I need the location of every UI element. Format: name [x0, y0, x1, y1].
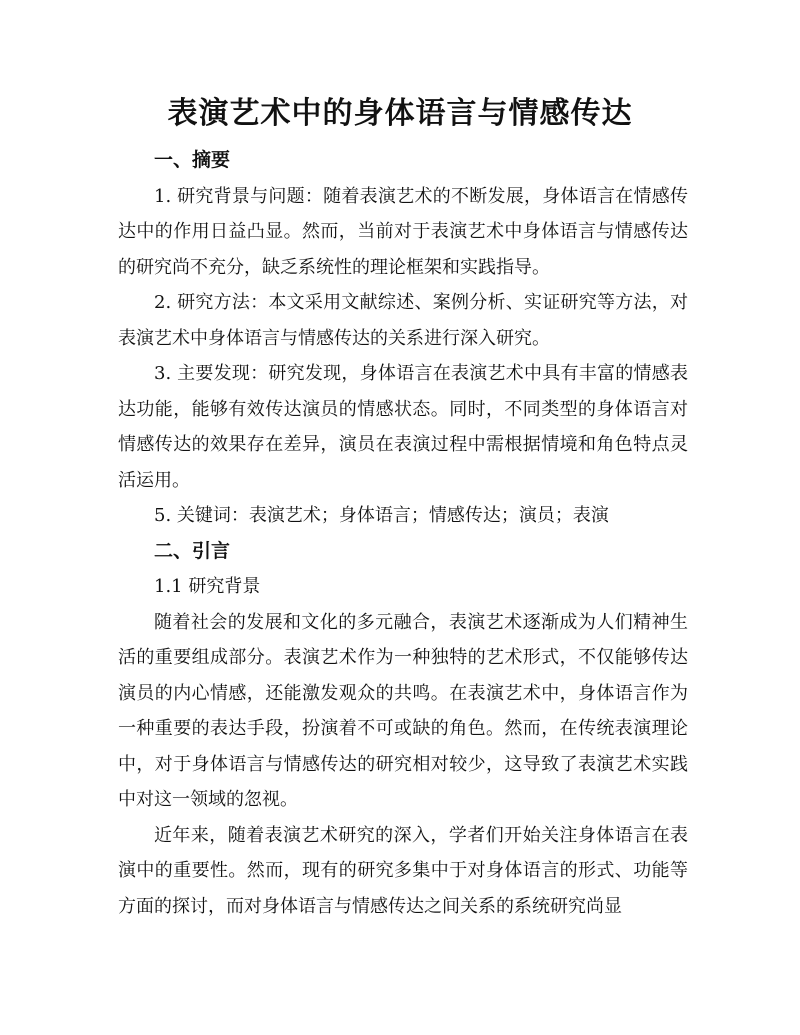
abstract-heading: 一、摘要 [154, 149, 231, 171]
intro-heading: 二、引言 [154, 539, 231, 562]
intro-paragraph-2: 近年来，随着表演艺术研究的深入，学者们开始关注身体语言在表演中的重要性。然而，现有的研究多集中于对身体语言的形式、功能等方面的探讨，而对身体语言与情感传达之间关系的系统研究尚显 [118, 824, 688, 917]
abstract-item-background: 1. 研究背景与问题：随着表演艺术的不断发展，身体语言在情感传达中的作用日益凸显。然而，当前对于表演艺术中身体语言与情感传达的研究尚不充分，缺乏系统性的理论框架和实践指导。 [118, 185, 688, 278]
abstract-item-method: 2. 研究方法：本文采用文献综述、案例分析、实证研究等方法，对表演艺术中身体语言与情感传达的关系进行深入研究。 [118, 292, 688, 349]
intro-subheading: 1.1 研究背景 [154, 576, 261, 597]
intro-paragraph-1: 随着社会的发展和文化的多元融合，表演艺术逐渐成为人们精神生活的重要组成部分。表演艺术作为一种独特的艺术形式，不仅能够传达演员的内心情感，还能激发观众的共鸣。在表演艺术中，身体语言作为一种重要的表达手段，扮演着不可或缺的角色。然而，在传统表演理论中，对于身体语言与情感传达的研究相对较少，这导致了表演艺术实践中对这一领域的忽视。 [118, 611, 688, 810]
abstract-item-keywords: 5. 关键词：表演艺术；身体语言；情感传达；演员；表演 [154, 505, 609, 526]
document-title: 表演艺术中的身体语言与情感传达 [167, 96, 633, 131]
document-body [118, 143, 688, 924]
abstract-item-findings: 3. 主要发现：研究发现，身体语言在表演艺术中具有丰富的情感表达功能，能够有效传达演员的情感状态。同时，不同类型的身体语言对情感传达的效果存在差异，演员在表演过程中需根据情境和角色特点灵活运用。 [118, 363, 688, 491]
